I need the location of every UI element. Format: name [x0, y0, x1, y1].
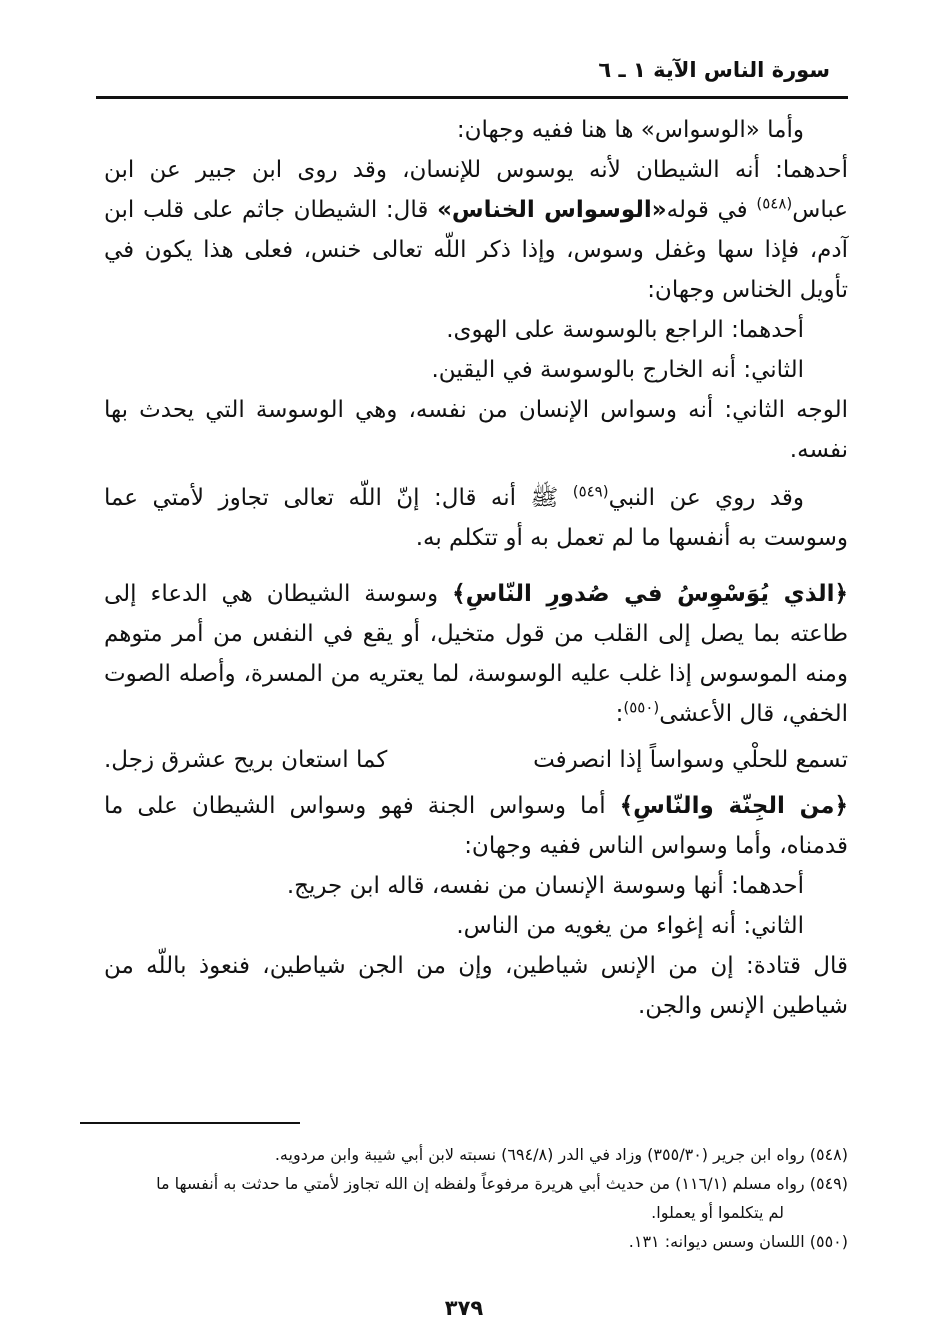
- footnote-549-continued: لم يتكلموا أو يعملوا.: [651, 1203, 784, 1222]
- text-run: قال: الشيطان جاثم على قلب ابن آدم، فإذا سها وغفل وسوس، وإذا ذكر اللّه تعالى خنس، فعلى هذا يكون في تأويل الخناس وجهان:: [104, 197, 848, 303]
- paragraph: [104, 478, 848, 558]
- footnote-548: (٥٤٨) رواه ابن جرير (٣٥٥/٣٠) وزاد في الدر (٦٩٤/٨) نسبته لابن أبي شيبة وابن مردويه.: [274, 1145, 848, 1164]
- footnotes: [100, 1140, 848, 1256]
- text-run: وقد روي عن النبي: [608, 485, 804, 511]
- paragraph: [104, 150, 848, 310]
- spacer: [104, 470, 848, 478]
- footnote-rule: [80, 1122, 300, 1124]
- paragraph: وأما «الوسواس» ها هنا ففيه وجهان:: [456, 117, 804, 143]
- spacer: [104, 558, 848, 574]
- paragraph: الوجه الثاني: أنه وسواس الإنسان من نفسه، وهي الوسوسة التي يحدث بها نفسه.: [104, 397, 848, 463]
- header-rule: [96, 96, 848, 99]
- main-text: [104, 110, 848, 1026]
- page-number: ٣٧٩: [444, 1296, 484, 1320]
- paragraph: الثاني: أنه إغواء من يغويه من الناس.: [456, 913, 804, 939]
- text-run: :: [615, 701, 624, 727]
- footnote-550: (٥٥٠) اللسان وسس ديوانه: ١٣١.: [628, 1232, 848, 1251]
- footnote-ref: (٥٥٠): [623, 698, 660, 717]
- text-run: وسوسة الشيطان هي الدعاء إلى طاعته بما يصل إلى القلب من قول متخيل، أو يقع في النفس من أمر متوهم ومنه الموسوس إذا غلب عليه الوسوسة، لما يعتريه من المسرة، وأصله الصوت الخفي، قال الأعشى: [104, 581, 848, 727]
- paragraph: الثاني: أنه الخارج بالوسوسة في اليقين.: [431, 357, 804, 383]
- text-run: أحدهما: أنه الشيطان لأنه يوسوس للإنسان، وقد روى ابن جبير عن ابن عباس: [104, 157, 848, 223]
- quran-quote: «الوسواس الخناس»: [437, 197, 667, 223]
- paragraph: [104, 574, 848, 734]
- footnote-549: (٥٤٩) رواه مسلم (١١٦/١) من حديث أبي هريرة مرفوعاً ولفظه إن الله تجاوز لأمتي ما حدثت به أنفسها ما: [156, 1174, 848, 1193]
- paragraph: قال قتادة: إن من الإنس شياطين، وإن من الجن شياطين، فنعوذ باللّه من شياطين الإنس والجن.: [104, 953, 848, 1019]
- footnote-ref: (٥٤٩): [572, 482, 609, 501]
- verse-first-hemistich: تسمع للحلْي وسواساً إذا انصرفت: [533, 747, 848, 773]
- text-run: أما وسواس الجنة فهو وسواس الشيطان على ما قدمناه، وأما وسواس الناس ففيه وجهان:: [104, 793, 848, 859]
- quran-quote: ﴿من الجِنّة والنّاسِ﴾: [619, 793, 848, 819]
- paragraph: أحدهما: الراجع بالوسوسة على الهوى.: [446, 317, 804, 343]
- verse-second-hemistich: كما استعان بريح عشرق زجل.: [104, 747, 388, 773]
- text-run: ﷺ أنه قال: إنّ اللّه تعالى تجاوز لأمتي عما وسوست به أنفسها ما لم تعمل به أو تتكلم به.: [104, 485, 848, 551]
- poetry-verse: [104, 740, 848, 780]
- footnote-ref: (٥٤٨): [756, 194, 793, 213]
- text-run: في قوله: [666, 197, 757, 223]
- quran-quote: ﴿الذي يُوَسْوِسُ في صُدورِ النّاسِ﴾: [452, 581, 848, 607]
- running-title: سورة الناس الآية ١ ـ ٦: [598, 58, 830, 82]
- paragraph: [104, 786, 848, 866]
- paragraph: أحدهما: أنها وسوسة الإنسان من نفسه، قاله ابن جريج.: [286, 873, 804, 899]
